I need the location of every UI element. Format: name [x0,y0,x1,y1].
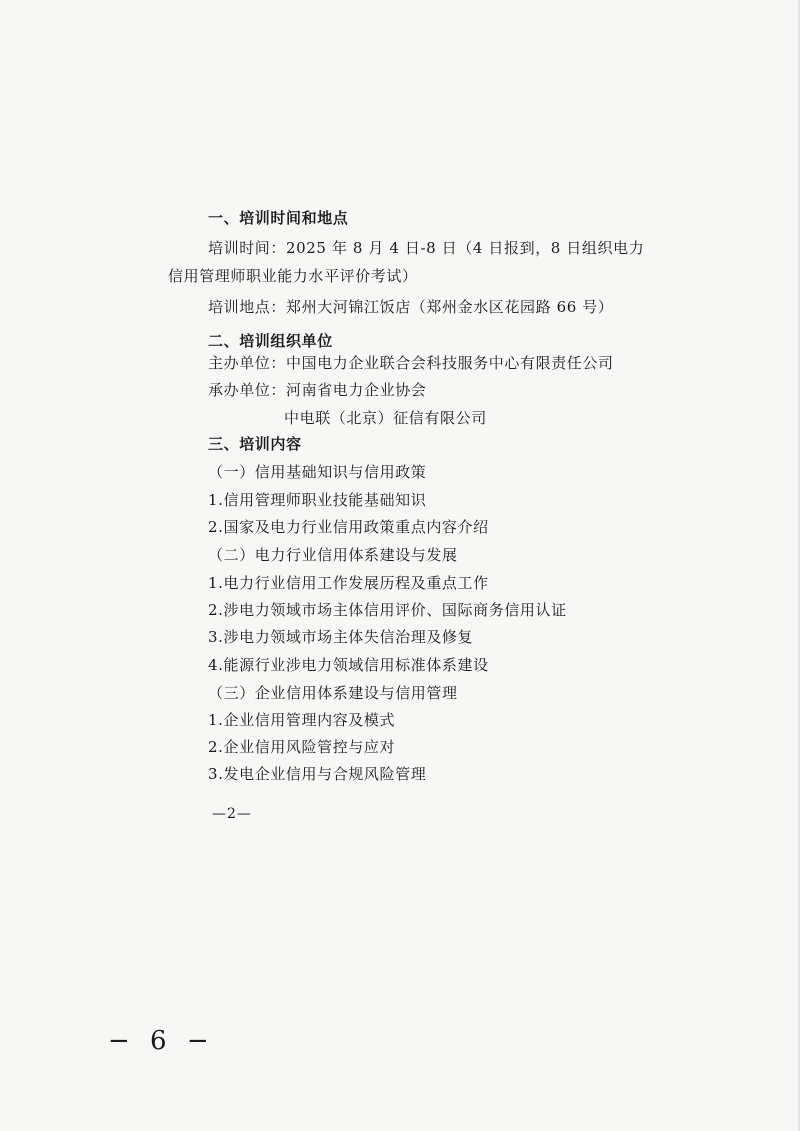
text-line: 1.电力行业信用工作发展历程及重点工作 [208,574,489,592]
outer-page-number: − 6 − [108,1026,215,1056]
section-heading: 二、培训组织单位 [208,332,333,350]
inner-page-number: —2— [212,806,252,822]
text-line: 3.涉电力领域市场主体失信治理及修复 [208,628,474,646]
text-line: 培训时间：2025 年 8 月 4 日-8 日（4 日报到，8 日组织电力 [208,239,645,257]
text-line: 3.发电企业信用与合规风险管理 [208,765,427,783]
text-line: 4.能源行业涉电力领域信用标准体系建设 [208,656,489,674]
text-line: 2.企业信用风险管控与应对 [208,738,396,756]
section-heading: 三、培训内容 [208,435,302,453]
section-heading: 一、培训时间和地点 [208,209,349,227]
text-line: （三）企业信用体系建设与信用管理 [208,684,458,702]
text-line: 1.信用管理师职业技能基础知识 [208,491,427,509]
text-line: （一）信用基础知识与信用政策 [208,463,427,481]
text-line: 承办单位：河南省电力企业协会 [208,381,427,399]
text-line: 培训地点：郑州大河锦江饭店（郑州金水区花园路 66 号） [208,298,614,316]
text-line: 2.涉电力领域市场主体信用评价、国际商务信用认证 [208,601,567,619]
text-line: （二）电力行业信用体系建设与发展 [208,546,458,564]
text-line: 2.国家及电力行业信用政策重点内容介绍 [208,518,489,536]
text-line: 主办单位：中国电力企业联合会科技服务中心有限责任公司 [208,354,614,372]
text-line: 信用管理师职业能力水平评价考试） [168,267,418,285]
text-line: 中电联（北京）征信有限公司 [284,409,487,427]
text-line: 1.企业信用管理内容及模式 [208,711,396,729]
